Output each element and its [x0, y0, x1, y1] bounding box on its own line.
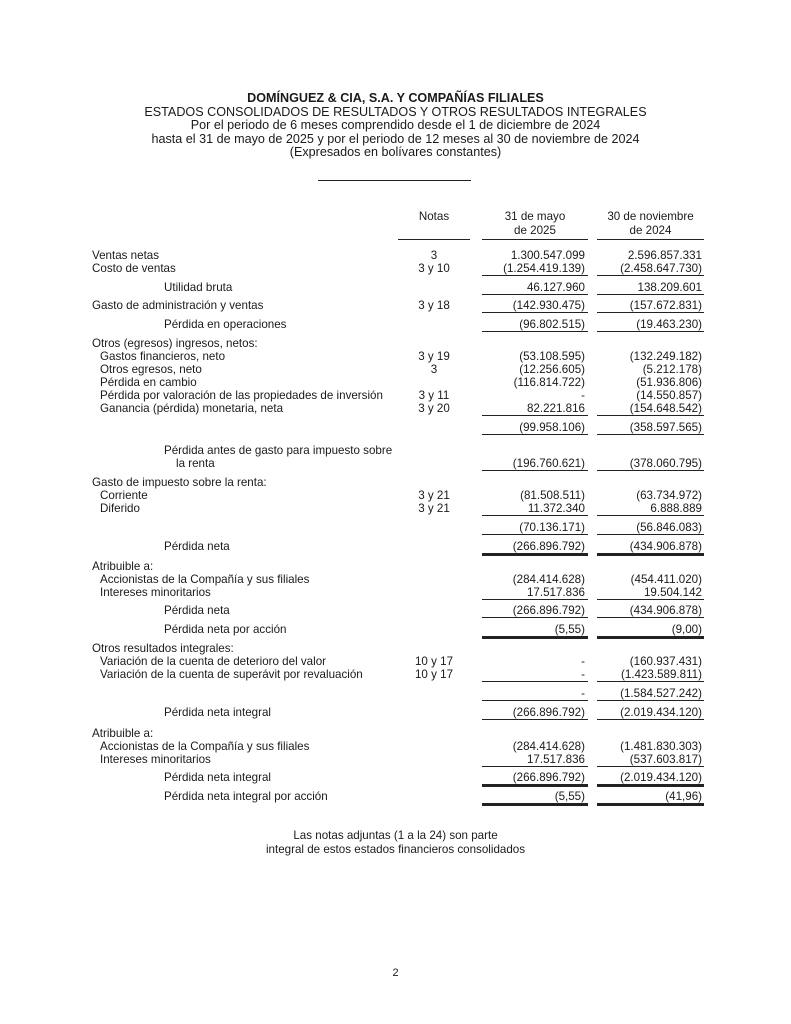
- row-label: Pérdida en cambio: [100, 376, 197, 389]
- row-value-may-2025: 1.300.547.099: [510, 249, 585, 262]
- statement-row: [92, 655, 704, 668]
- row-label: Ventas netas: [92, 249, 160, 262]
- row-label: Diferido: [100, 502, 140, 515]
- footer-note: [0, 829, 791, 856]
- row-label: Atribuible a:: [92, 727, 154, 740]
- row-label: Accionistas de la Compañía y sus filiales: [100, 740, 310, 753]
- row-value-nov-2024: (19.463.230): [597, 318, 704, 332]
- row-label: Costo de ventas: [92, 262, 176, 275]
- statement-row: [92, 389, 704, 402]
- row-value-may-2025: -: [482, 668, 588, 682]
- row-label: Gasto de administración y ventas: [92, 299, 264, 312]
- row-value-may-2025: (284.414.628): [512, 573, 585, 586]
- row-value-nov-2024: (41,96): [597, 790, 704, 806]
- row-label: Utilidad bruta: [164, 281, 233, 294]
- row-label: Pérdida neta integral por acción: [164, 790, 328, 803]
- statement-row: [92, 299, 704, 312]
- statement-row: [92, 502, 704, 515]
- row-value-nov-2024: (2.019.434.120): [597, 771, 704, 787]
- row-label: Intereses minoritarios: [100, 753, 211, 766]
- row-label: Atribuible a:: [92, 560, 154, 573]
- statement-row: [92, 668, 704, 681]
- row-value-nov-2024: (537.603.817): [597, 753, 704, 767]
- row-label: Pérdida neta: [164, 540, 230, 553]
- row-value-nov-2024: (51.936.806): [636, 376, 702, 389]
- row-value-nov-2024: (157.672.831): [597, 299, 704, 313]
- row-label: Variación de la cuenta de superávit por revaluación: [100, 668, 363, 681]
- statement-row: [92, 376, 704, 389]
- statement-row: [92, 790, 704, 803]
- row-value-nov-2024: (132.249.182): [629, 350, 702, 363]
- row-label: Pérdida por valoración de las propiedades de inversión: [100, 389, 383, 402]
- period-line-1: Por el periodo de 6 meses comprendido desde el 1 de diciembre de 2024: [190, 118, 601, 133]
- row-label: Otros (egresos) ingresos, netos:: [92, 337, 258, 350]
- row-label: Pérdida neta: [164, 604, 230, 617]
- row-label: Pérdida neta integral: [164, 706, 271, 719]
- row-value-may-2025: (12.256.605): [519, 363, 585, 376]
- row-value-nov-2024: (160.937.431): [629, 655, 702, 668]
- currency-note: (Expresados en bolívares constantes): [289, 145, 502, 160]
- statement-row: [92, 281, 704, 294]
- row-value-nov-2024: 19.504.142: [597, 586, 704, 600]
- row-value-may-2025: (99.958.106): [482, 421, 588, 435]
- statement-row: [92, 771, 704, 784]
- column-header-notas: Notas: [418, 210, 450, 223]
- statement-row: [92, 489, 704, 502]
- statement-row: [92, 363, 704, 376]
- row-value-nov-2024: (154.648.542): [597, 402, 704, 416]
- row-label: Ganancia (pérdida) monetaria, neta: [100, 402, 284, 415]
- statement-row: [92, 604, 704, 617]
- statement-row: [92, 687, 704, 700]
- row-value-may-2025: -: [581, 389, 585, 402]
- statement-title: ESTADOS CONSOLIDADOS DE RESULTADOS Y OTROS RESULTADOS INTEGRALES: [144, 104, 647, 119]
- row-notes: 3 y 21: [418, 502, 450, 515]
- row-value-may-2025: (81.508.511): [520, 489, 585, 502]
- row-value-may-2025: (70.136.171): [482, 521, 588, 535]
- statement-row: [92, 753, 704, 766]
- income-statement-table: [92, 210, 704, 803]
- statement-row: [92, 521, 704, 534]
- header-divider: [318, 180, 471, 181]
- row-value-may-2025: (196.760.621): [482, 457, 588, 471]
- row-label: la renta: [176, 457, 215, 470]
- statement-row: [92, 727, 704, 740]
- statement-row: [92, 444, 704, 457]
- row-value-may-2025: (5,55): [482, 790, 588, 806]
- row-value-nov-2024: (14.550.857): [636, 389, 702, 402]
- row-notes: 3 y 21: [418, 489, 450, 502]
- row-value-may-2025: (5,55): [482, 623, 588, 639]
- statement-row: [92, 318, 704, 331]
- row-label: Intereses minoritarios: [100, 586, 211, 599]
- statement-row: [92, 642, 704, 655]
- row-notes: 10 y 17: [414, 668, 454, 681]
- statement-row: [92, 337, 704, 350]
- row-value-nov-2024: (63.734.972): [636, 489, 702, 502]
- row-value-nov-2024: 2.596.857.331: [627, 249, 702, 262]
- statement-row: [92, 706, 704, 719]
- row-notes: 3 y 10: [418, 262, 450, 275]
- row-value-may-2025: (116.814.722): [513, 376, 585, 389]
- row-value-may-2025: (266.896.792): [482, 706, 588, 720]
- row-value-may-2025: -: [482, 687, 588, 701]
- row-label: Gasto de impuesto sobre la renta:: [92, 476, 267, 489]
- row-notes: 3: [430, 363, 438, 376]
- row-value-nov-2024: (1.584.527.242): [597, 687, 704, 701]
- statement-row: [92, 421, 704, 434]
- row-value-nov-2024: (454.411.020): [630, 573, 702, 586]
- row-value-nov-2024: (5.212.178): [642, 363, 702, 376]
- page-number: 2: [392, 967, 399, 979]
- row-value-may-2025: 17.517.836: [482, 586, 588, 600]
- row-notes: 10 y 17: [414, 655, 454, 668]
- row-value-may-2025: (266.896.792): [482, 604, 588, 618]
- row-value-may-2025: (266.896.792): [482, 540, 588, 556]
- statement-header: [0, 92, 791, 160]
- row-notes: 3 y 20: [418, 402, 450, 415]
- row-value-nov-2024: 138.209.601: [597, 281, 704, 295]
- row-value-may-2025: (1.254.419.139): [482, 262, 588, 276]
- footer-note-line-1: Las notas adjuntas (1 a la 24) son parte: [293, 829, 498, 842]
- row-value-may-2025: (142.930.475): [482, 299, 588, 313]
- column-rule-col1: [482, 239, 588, 240]
- row-value-nov-2024: (1.481.830.303): [620, 740, 702, 753]
- row-value-nov-2024: (9,00): [597, 623, 704, 639]
- row-label: Gastos financieros, neto: [100, 350, 226, 363]
- row-value-may-2025: 11.372.340: [482, 502, 588, 516]
- row-value-nov-2024: (2.019.434.120): [597, 706, 704, 720]
- row-value-nov-2024: (2.458.647.730): [597, 262, 704, 276]
- row-value-nov-2024: (434.906.878): [597, 540, 704, 556]
- statement-row: [92, 740, 704, 753]
- row-label: Pérdida neta por acción: [164, 623, 287, 636]
- column-header-nov-2024: 30 de noviembre de 2024: [607, 210, 694, 237]
- statement-row: [92, 249, 704, 262]
- statement-row: [92, 573, 704, 586]
- row-value-nov-2024: (378.060.795): [597, 457, 704, 471]
- row-value-may-2025: (284.414.628): [512, 740, 585, 753]
- row-notes: 3 y 19: [418, 350, 450, 363]
- row-label: Variación de la cuenta de deterioro del valor: [100, 655, 327, 668]
- statement-row: [92, 262, 704, 275]
- company-name: DOMÍNGUEZ & CIA, S.A. Y COMPAÑÍAS FILIALES: [247, 91, 544, 105]
- row-value-nov-2024: 6.888.889: [597, 502, 704, 516]
- row-label: Corriente: [100, 489, 148, 502]
- column-rule-col2: [597, 239, 704, 240]
- row-notes: 3 y 18: [418, 299, 450, 312]
- row-value-may-2025: (266.896.792): [482, 771, 588, 787]
- footer-note-line-2: integral de estos estados financieros consolidados: [265, 842, 526, 856]
- statement-row: [92, 402, 704, 415]
- row-notes: 3: [430, 249, 438, 262]
- statement-row: [92, 586, 704, 599]
- row-value-may-2025: 17.517.836: [482, 753, 588, 767]
- row-value-may-2025: 46.127.960: [482, 281, 588, 295]
- row-value-nov-2024: (434.906.878): [597, 604, 704, 618]
- column-rule-notas: [398, 239, 470, 240]
- row-label: Otros resultados integrales:: [92, 642, 234, 655]
- row-label: Accionistas de la Compañía y sus filiales: [100, 573, 310, 586]
- row-label: Otros egresos, neto: [100, 363, 202, 376]
- statement-row: [92, 457, 704, 470]
- row-value-may-2025: -: [581, 655, 585, 668]
- row-value-nov-2024: (56.846.083): [597, 521, 704, 535]
- statement-row: [92, 350, 704, 363]
- row-label: Pérdida en operaciones: [164, 318, 287, 331]
- period-line-2: hasta el 31 de mayo de 2025 y por el periodo de 12 meses al 30 de noviembre de 2024: [151, 131, 640, 146]
- statement-row: [92, 623, 704, 636]
- row-value-may-2025: (96.802.515): [482, 318, 588, 332]
- row-value-may-2025: (53.108.595): [519, 350, 585, 363]
- column-headers: [92, 210, 704, 240]
- row-value-may-2025: 82.221.816: [482, 402, 588, 416]
- statement-row: [92, 560, 704, 573]
- row-notes: 3 y 11: [418, 389, 450, 402]
- statement-row: [92, 540, 704, 553]
- row-value-nov-2024: (1.423.589.811): [597, 668, 704, 682]
- row-label: Pérdida neta integral: [164, 771, 271, 784]
- row-value-nov-2024: (358.597.565): [597, 421, 704, 435]
- statement-row: [92, 476, 704, 489]
- row-label: Pérdida antes de gasto para impuesto sobre: [164, 444, 393, 457]
- column-header-may-2025: 31 de mayo de 2025: [504, 210, 566, 237]
